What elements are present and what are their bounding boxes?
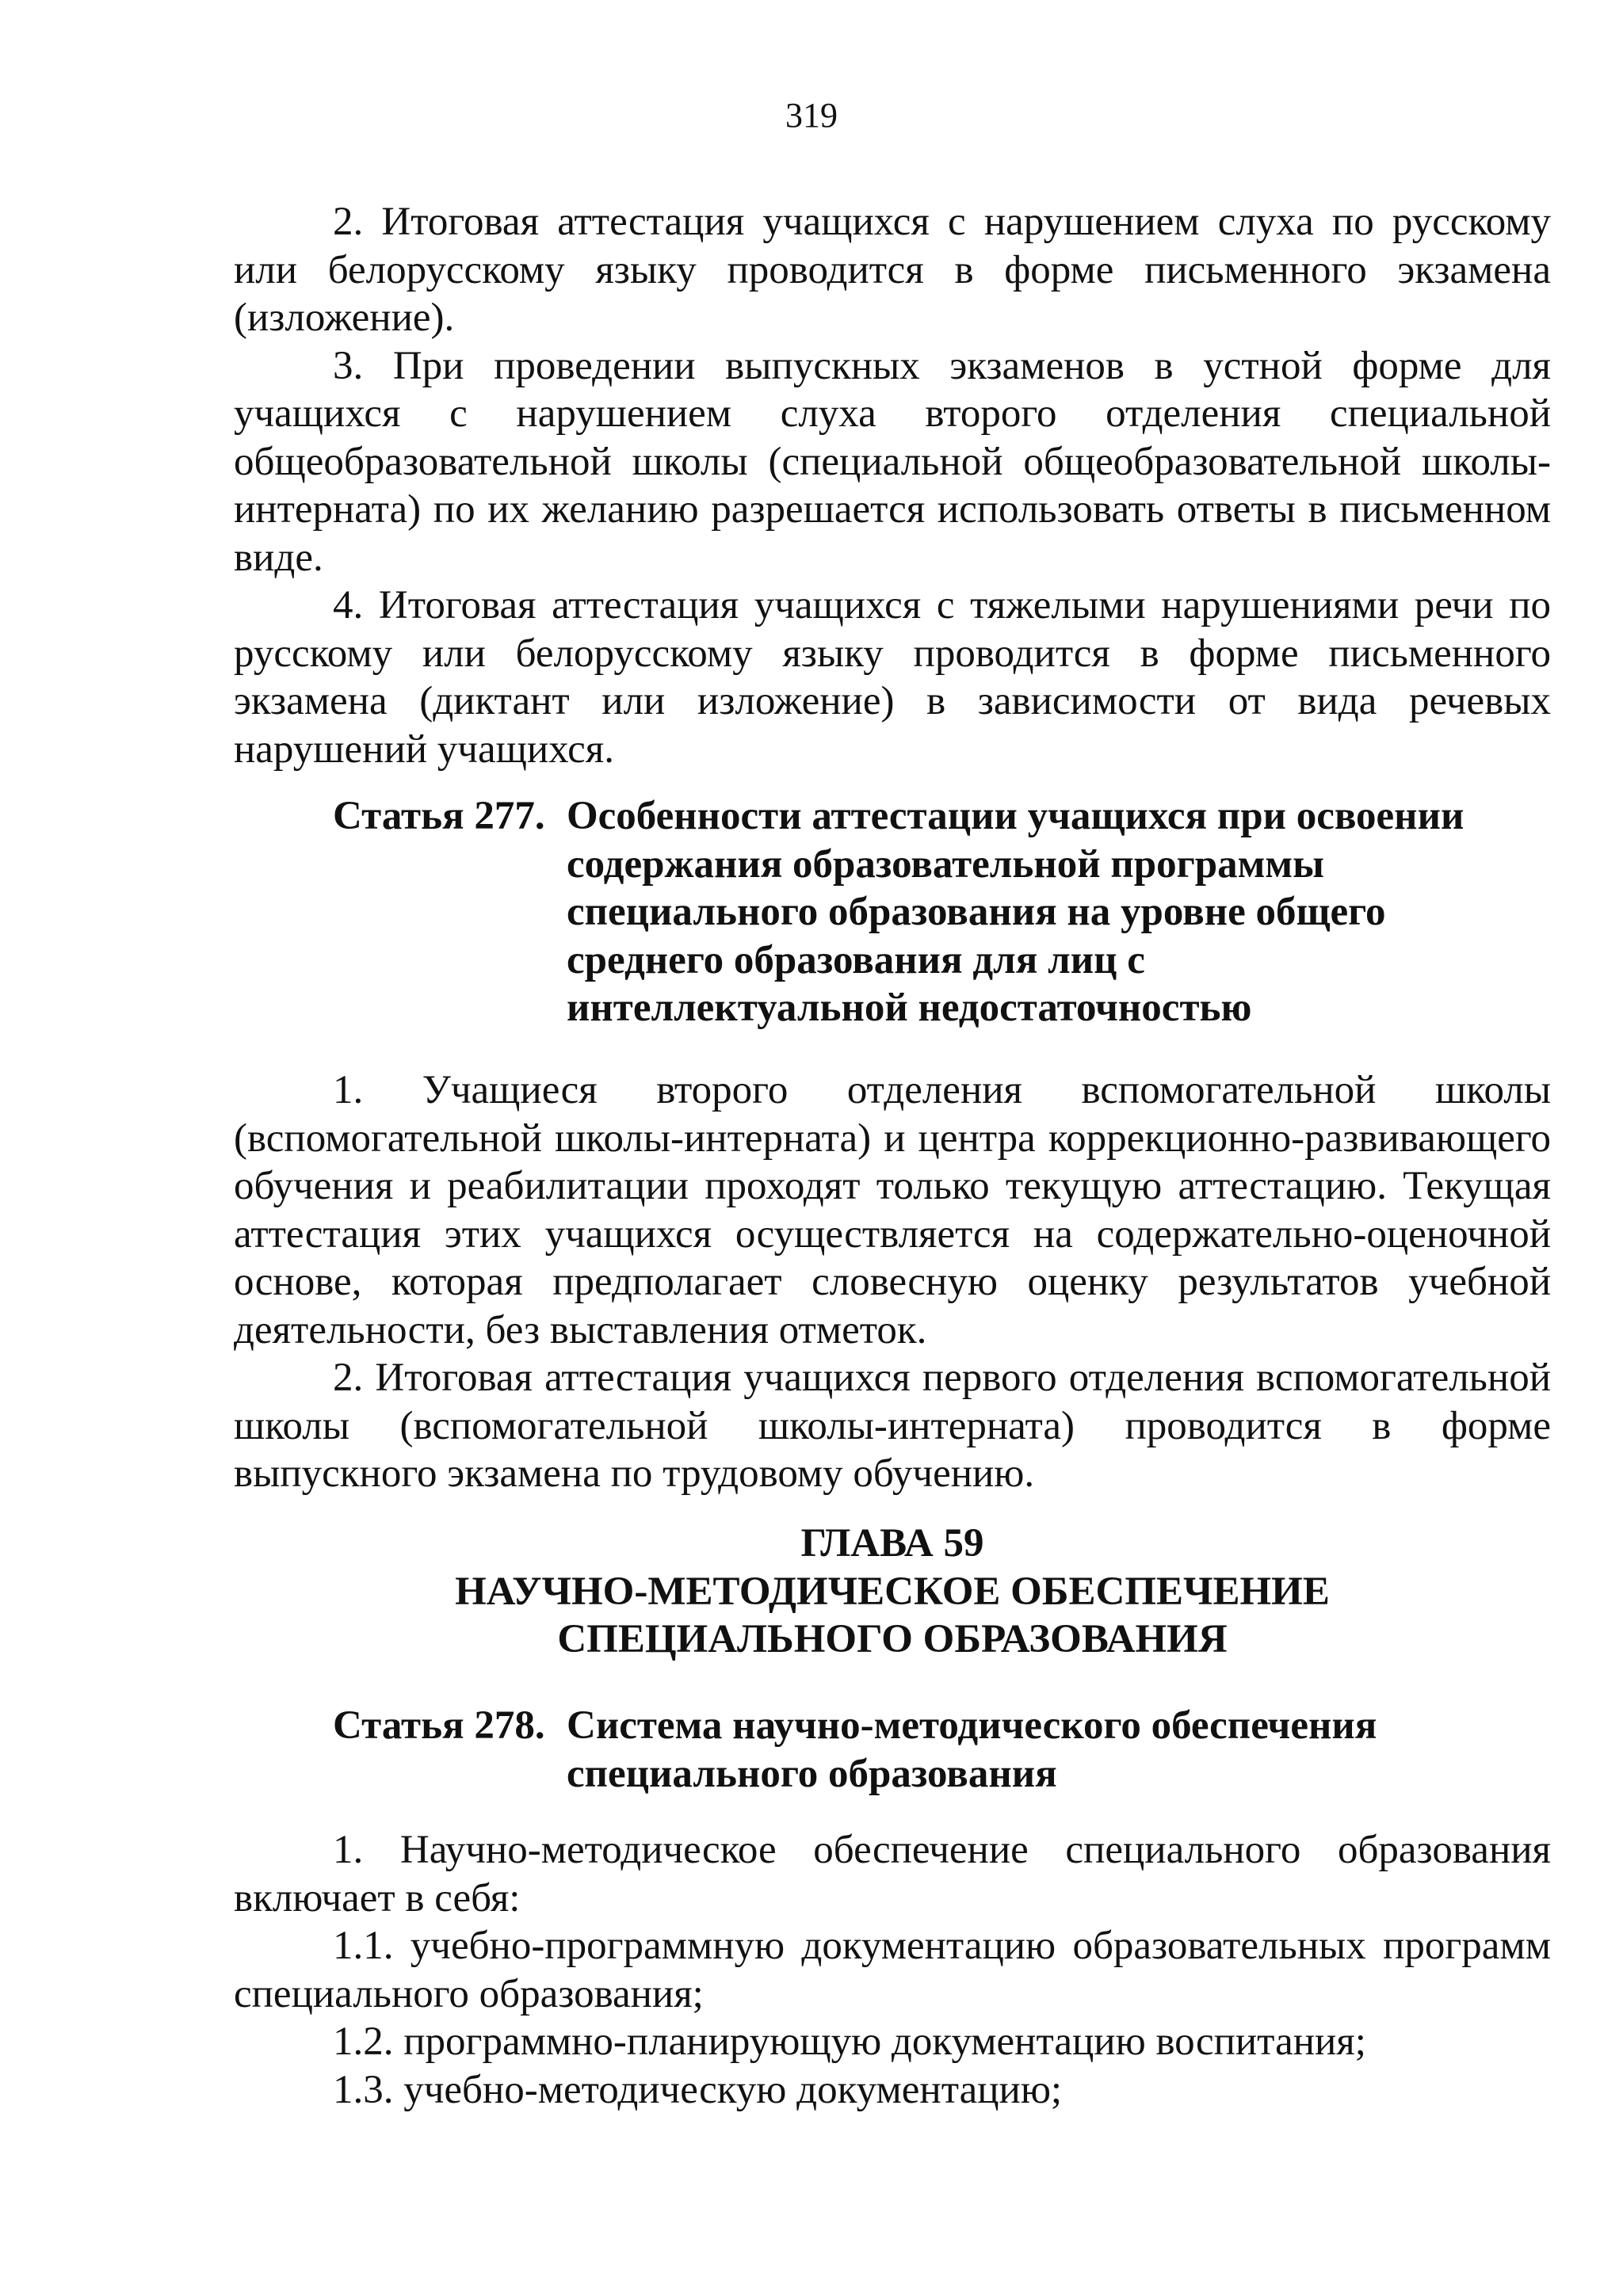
article-277-number: Статья 277.	[333, 794, 545, 838]
chapter-title-line-2: СПЕЦИАЛЬНОГО ОБРАЗОВАНИЯ	[557, 1617, 1228, 1661]
chapter-title-line-1: НАУЧНО-МЕТОДИЧЕСКОЕ ОБЕСПЕЧЕНИЕ	[455, 1569, 1330, 1614]
article-278-item-1-2: 1.2. программно-планирующую документацию воспитания;	[333, 2019, 1366, 2064]
article-277-heading-block	[234, 792, 1551, 1032]
page-number: 319	[785, 96, 838, 135]
article-278-paragraph-1: 1. Научно-методическое обеспечение специального образования включает в себя:	[234, 1828, 1551, 1920]
chapter-label: ГЛАВА 59	[800, 1521, 984, 1566]
article-277-heading	[234, 792, 1551, 1032]
article-278-heading	[234, 1702, 1551, 1798]
article-277-body	[234, 1066, 1551, 1498]
article-278-body	[234, 1826, 1551, 2114]
article-278-title: Система научно-методического обеспечения специального образования	[567, 1703, 1377, 1796]
paragraph-2: 2. Итоговая аттестация учащихся с нарушением слуха по русскому или белорусскому языку проводится в форме письменного экзамена (изложение).	[234, 200, 1551, 340]
chapter-59-heading	[234, 1520, 1551, 1664]
article-278-heading-block	[234, 1702, 1551, 1798]
article-278-item-1-3: 1.3. учебно-методическую документацию;	[333, 2067, 1063, 2112]
paragraph-4: 4. Итоговая аттестация учащихся с тяжелыми нарушениями речи по русскому или белорусскому языку проводится в форме письменного экзамена (диктант или изложение) в зависимости от вида речевых нарушений учащихся.	[234, 583, 1551, 772]
paragraph-3: 3. При проведении выпускных экзаменов в устной форме для учащихся с нарушением слуха второго отделения специальной общеобразовательной школы (специальной общеобразовательной школы-интерната) по их желанию разрешается использовать ответы в письменном виде.	[234, 343, 1551, 580]
intro-paragraphs	[234, 198, 1551, 773]
article-277-paragraph-2: 2. Итоговая аттестация учащихся первого отделения вспомогательной школы (вспомогательной школы-интерната) проводится в форме выпускного экзамена по трудовому обучению.	[234, 1356, 1551, 1496]
article-278-item-1-1: 1.1. учебно-программную документацию образовательных программ специального образования;	[234, 1924, 1551, 2016]
article-277-paragraph-1: 1. Учащиеся второго отделения вспомогательной школы (вспомогательной школы-интерната) и центра коррекционно-развивающего обучения и реабилитации проходят только текущую аттестацию. Текущая аттестация этих учащихся осуществляется на содержательно-оценочной основе, которая предполагает словесную оценку результатов учебной деятельности, без выставления отметок.	[234, 1068, 1551, 1352]
article-277-title: Особенности аттестации учащихся при освоении содержания образовательной программы специального образования на уровне общего среднего образования для лиц с интеллектуальной недостаточностью	[567, 794, 1465, 1030]
article-278-number: Статья 278.	[333, 1703, 545, 1748]
chapter-heading	[234, 1520, 1551, 1664]
